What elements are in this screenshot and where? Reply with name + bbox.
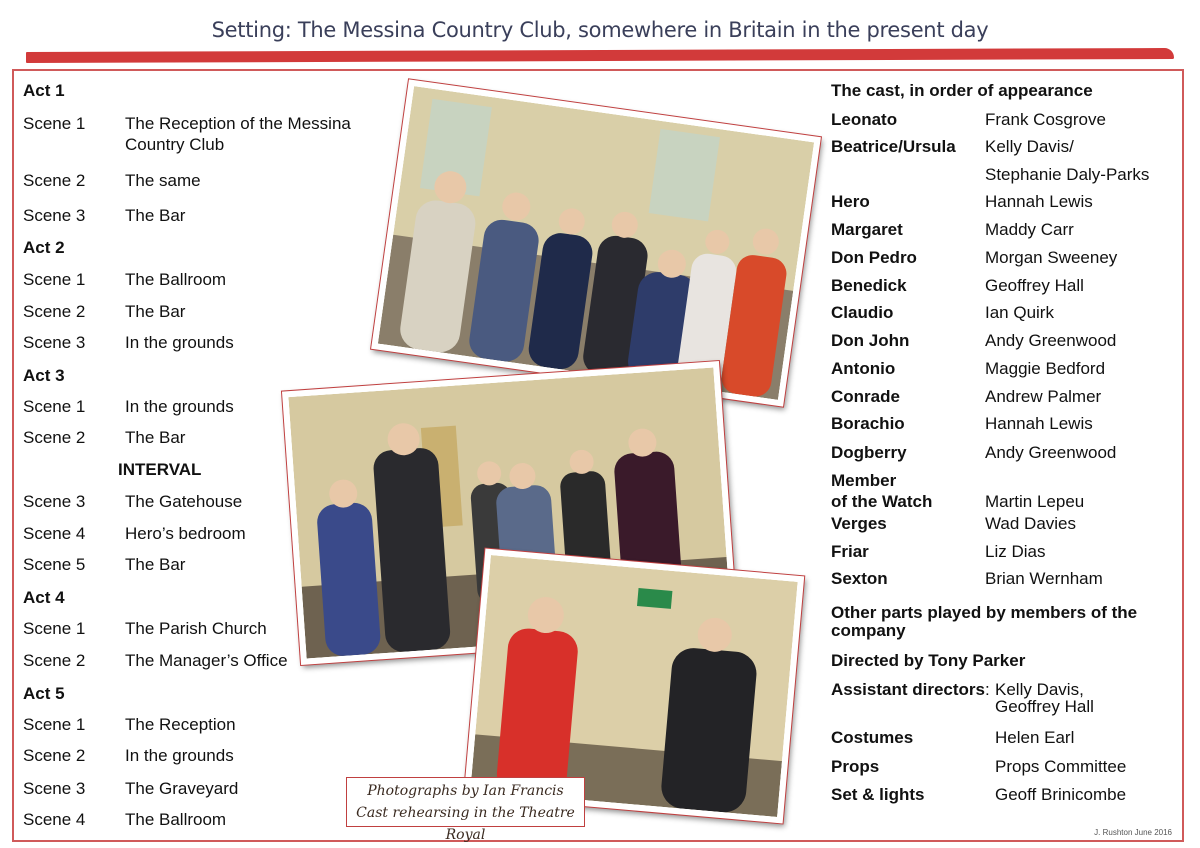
- red-divider: [26, 48, 1174, 63]
- props-label: Props: [831, 757, 880, 776]
- assistant-directors-label: [831, 679, 990, 700]
- cast-group-photo: [371, 79, 821, 406]
- scene-place: The Bar: [125, 206, 186, 225]
- scene-number: Scene 2: [23, 651, 86, 670]
- cast-actor: Maggie Bedford: [985, 359, 1106, 378]
- scene-place: The Parish Church: [125, 619, 267, 638]
- assistant-directors-label-text: Assistant directors: [831, 680, 985, 699]
- scene-number: Scene 2: [23, 171, 86, 190]
- costumes-label: Costumes: [831, 728, 914, 747]
- cast-role: Sexton: [831, 569, 888, 588]
- cast-actor: Liz Dias: [985, 542, 1046, 561]
- cast-actor: Andy Greenwood: [985, 331, 1117, 350]
- cast-role: Borachio: [831, 414, 905, 433]
- assistant-director-name-continued: Geoffrey Hall: [995, 697, 1094, 716]
- cast-actor: Ian Quirk: [985, 303, 1054, 322]
- cast-actor: Hannah Lewis: [985, 414, 1093, 433]
- scene-number: Scene 1: [23, 114, 86, 133]
- scene-number: Scene 3: [23, 492, 86, 511]
- cast-heading: The cast, in order of appearance: [831, 81, 1093, 100]
- scene-place: The Ballroom: [125, 270, 227, 289]
- cast-role: Conrade: [831, 387, 900, 406]
- cast-role: Beatrice/Ursula: [831, 137, 956, 156]
- photo-caption: [346, 777, 585, 843]
- assistant-director-name: Kelly Davis,: [995, 680, 1084, 699]
- set-lights-label: Set & lights: [831, 785, 925, 804]
- cast-role: Friar: [831, 542, 869, 561]
- scene-place: The Manager’s Office: [125, 651, 288, 670]
- cast-actor: Wad Davies: [985, 514, 1077, 533]
- cast-role: Verges: [831, 514, 887, 533]
- scene-place: The Reception of the Messina: [125, 114, 351, 133]
- other-parts-note: Other parts played by members of the: [831, 603, 1138, 622]
- caption-photographer: Photographs by Ian Francis: [367, 783, 564, 799]
- act-2-heading: Act 2: [23, 238, 65, 257]
- scene-number: Scene 1: [23, 715, 86, 734]
- cast-role: Benedick: [831, 276, 907, 295]
- cast-actor-continued: Stephanie Daly-Parks: [985, 165, 1150, 184]
- cast-role: Claudio: [831, 303, 894, 322]
- scene-number: Scene 3: [23, 333, 86, 352]
- scene-number: Scene 4: [23, 810, 86, 829]
- set-lights-name: Geoff Brinicombe: [995, 785, 1127, 804]
- cast-actor: Morgan Sweeney: [985, 248, 1118, 267]
- costumes-name: Helen Earl: [995, 728, 1075, 747]
- scene-place: The Gatehouse: [125, 492, 243, 511]
- setting-title: Setting: The Messina Country Club, somewhere in Britain in the present day: [211, 18, 989, 42]
- cast-role: Member: [831, 471, 897, 490]
- scene-place: The Ballroom: [125, 810, 227, 829]
- cast-role: Don Pedro: [831, 248, 917, 267]
- cast-actor: Hannah Lewis: [985, 192, 1093, 211]
- caption-description: Cast rehearsing in the Theatre Royal: [356, 805, 575, 843]
- scene-place: The Reception: [125, 715, 236, 734]
- cast-actor: Frank Cosgrove: [985, 110, 1106, 129]
- scene-place: The Graveyard: [125, 779, 239, 798]
- cast-actor: Geoffrey Hall: [985, 276, 1084, 295]
- scene-number: Scene 2: [23, 428, 86, 447]
- group-photo-illustration: [378, 86, 814, 400]
- scene-number: Scene 2: [23, 746, 86, 765]
- scene-place: In the grounds: [125, 746, 234, 765]
- cast-role: Dogberry: [831, 443, 907, 462]
- cast-actor: Maddy Carr: [985, 220, 1074, 239]
- act-1-heading: Act 1: [23, 81, 65, 100]
- scene-number: Scene 1: [23, 397, 86, 416]
- cast-role: Don John: [831, 331, 910, 350]
- props-name: Props Committee: [995, 757, 1127, 776]
- cast-actor: Andrew Palmer: [985, 387, 1102, 406]
- director-credit: Directed by Tony Parker: [831, 651, 1026, 670]
- cast-actor: Andy Greenwood: [985, 443, 1117, 462]
- cast-role: Hero: [831, 192, 870, 211]
- scene-place: The Bar: [125, 302, 186, 321]
- interval-label: INTERVAL: [118, 460, 202, 479]
- assistant-directors-colon: :: [985, 680, 990, 699]
- scene-number: Scene 1: [23, 270, 86, 289]
- scene-number: Scene 1: [23, 619, 86, 638]
- scene-place: The same: [125, 171, 201, 190]
- scene-place: The Bar: [125, 555, 186, 574]
- scene-place: Hero’s bedroom: [125, 524, 246, 543]
- cast-actor: Kelly Davis/: [985, 137, 1074, 156]
- cast-role: Antonio: [831, 359, 896, 378]
- scene-place: In the grounds: [125, 397, 234, 416]
- author-credit: J. Rushton June 2016: [1094, 828, 1172, 837]
- scene-place: The Bar: [125, 428, 186, 447]
- scene-number: Scene 2: [23, 302, 86, 321]
- scene-place-continued: Country Club: [125, 135, 225, 154]
- act-5-heading: Act 5: [23, 684, 65, 703]
- cast-actor: Brian Wernham: [985, 569, 1103, 588]
- act-3-heading: Act 3: [23, 366, 65, 385]
- scene-number: Scene 3: [23, 779, 86, 798]
- cast-role-continued: of the Watch: [831, 492, 933, 511]
- cast-role: Margaret: [831, 220, 903, 239]
- scene-place: In the grounds: [125, 333, 234, 352]
- other-parts-note-continued: company: [831, 621, 906, 640]
- scene-number: Scene 5: [23, 555, 86, 574]
- cast-actor: Martin Lepeu: [985, 492, 1085, 511]
- cast-role: Leonato: [831, 110, 898, 129]
- scene-number: Scene 4: [23, 524, 86, 543]
- act-4-heading: Act 4: [23, 588, 65, 607]
- scene-number: Scene 3: [23, 206, 86, 225]
